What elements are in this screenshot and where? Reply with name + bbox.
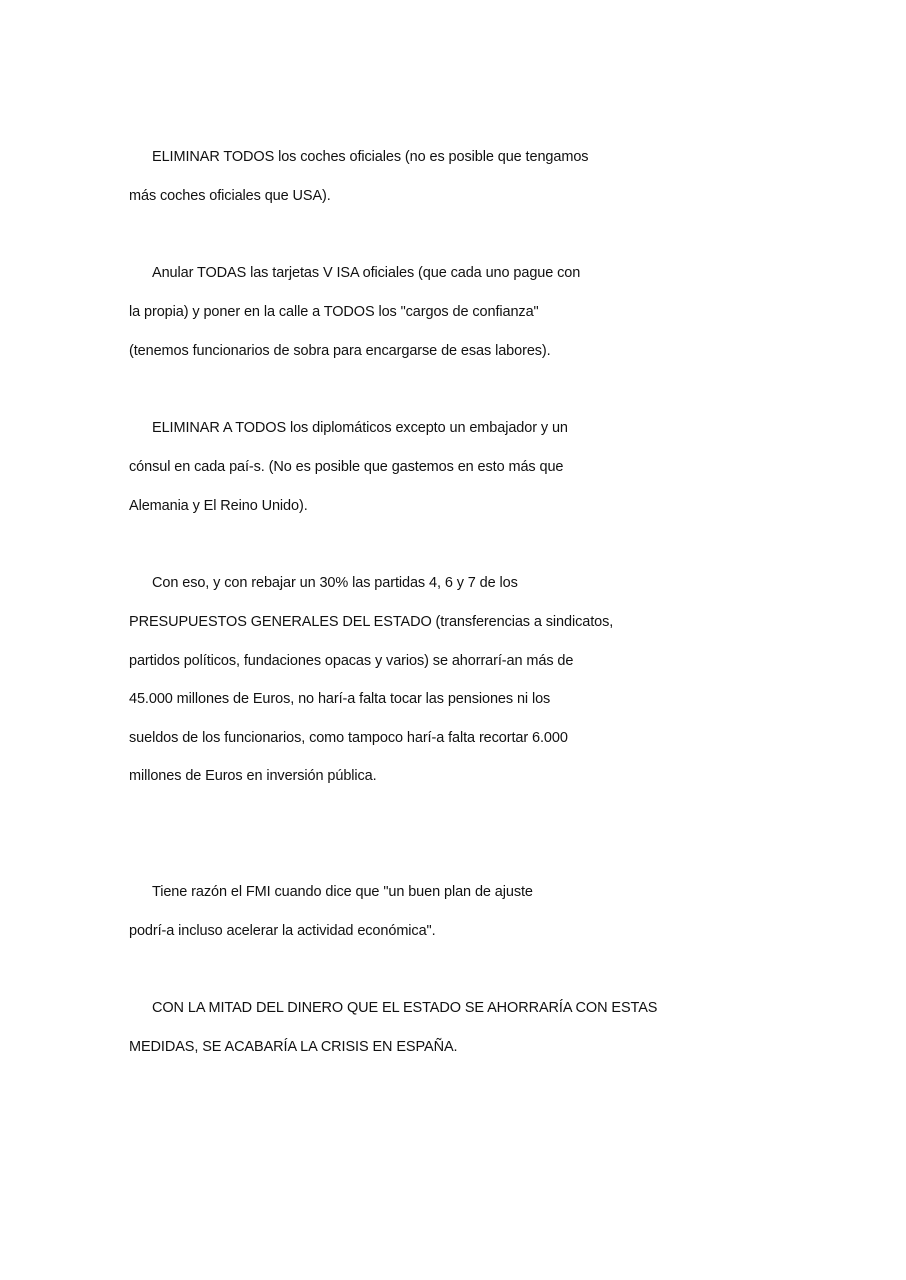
paragraph-3-line-1: ELIMINAR A TODOS los diplomáticos excepto un embajador y un [152, 420, 568, 436]
paragraph-4-line-5: sueldos de los funcionarios, como tampoco harí-a falta recortar 6.000 [129, 730, 568, 746]
paragraph-5-line-2: podrí-a incluso acelerar la actividad económica". [129, 923, 436, 939]
paragraph-1-line-1: ELIMINAR TODOS los coches oficiales (no es posible que tengamos [152, 149, 589, 165]
paragraph-1-line-2: más coches oficiales que USA). [129, 188, 331, 204]
paragraph-3-line-3: Alemania y El Reino Unido). [129, 498, 308, 514]
paragraph-2-line-3: (tenemos funcionarios de sobra para encargarse de esas labores). [129, 343, 551, 359]
paragraph-4-line-4: 45.000 millones de Euros, no harí-a falta tocar las pensiones ni los [129, 691, 551, 707]
paragraph-6-line-1: CON LA MITAD DEL DINERO QUE EL ESTADO SE AHORRARÍA CON ESTAS [152, 1000, 658, 1016]
paragraph-4-line-2: PRESUPUESTOS GENERALES DEL ESTADO (transferencias a sindicatos, [129, 614, 614, 630]
paragraph-6-line-2: MEDIDAS, SE ACABARÍA LA CRISIS EN ESPAÑA. [129, 1039, 458, 1055]
paragraph-5-line-1: Tiene razón el FMI cuando dice que "un buen plan de ajuste [152, 884, 533, 900]
paragraph-2-line-1: Anular TODAS las tarjetas V ISA oficiales (que cada uno pague con [152, 265, 581, 281]
paragraph-3-line-2: cónsul en cada paí-s. (No es posible que gastemos en esto más que [129, 459, 564, 475]
paragraph-4-line-3: partidos políticos, fundaciones opacas y varios) se ahorrarí-an más de [129, 653, 574, 669]
paragraph-2-line-2: la propia) y poner en la calle a TODOS los "cargos de confianza" [129, 304, 539, 320]
paragraph-4-line-6: millones de Euros en inversión pública. [129, 768, 377, 784]
paragraph-4-line-1: Con eso, y con rebajar un 30% las partidas 4, 6 y 7 de los [152, 575, 518, 591]
